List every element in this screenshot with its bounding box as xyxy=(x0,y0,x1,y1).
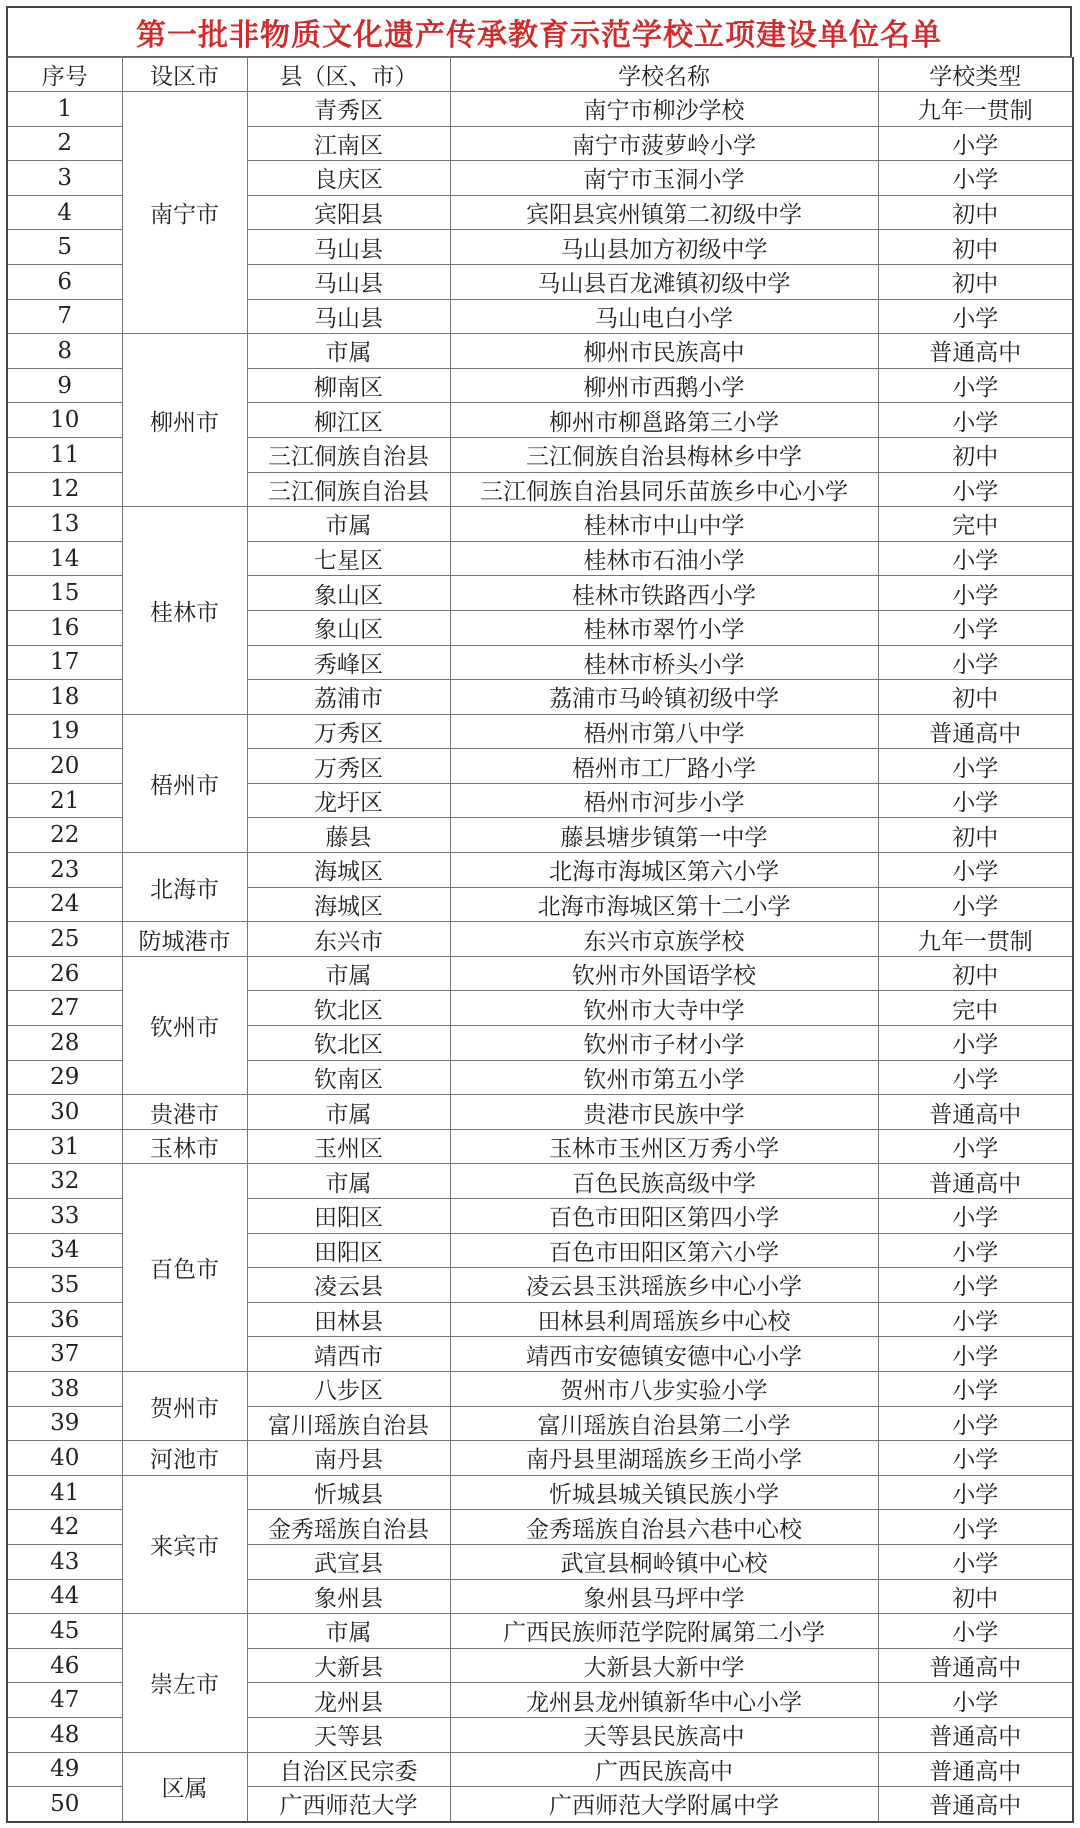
cell-city: 钦州市 xyxy=(122,956,247,1094)
school-list-sheet xyxy=(6,6,1072,1823)
cell-school-type: 初中 xyxy=(878,1579,1073,1614)
school-table xyxy=(6,57,1074,1823)
cell-county: 三江侗族自治县 xyxy=(247,472,450,507)
cell-school-name: 钦州市第五小学 xyxy=(450,1060,878,1095)
cell-school-name: 百色市田阳区第六小学 xyxy=(450,1233,878,1268)
cell-school-name: 柳州市民族高中 xyxy=(450,334,878,369)
cell-index: 47 xyxy=(7,1683,122,1718)
cell-county: 钦北区 xyxy=(247,991,450,1026)
cell-index: 4 xyxy=(7,195,122,230)
cell-index: 38 xyxy=(7,1371,122,1406)
cell-school-type: 小学 xyxy=(878,1510,1073,1545)
cell-school-type: 小学 xyxy=(878,1406,1073,1441)
cell-county: 市属 xyxy=(247,1164,450,1199)
cell-school-type: 小学 xyxy=(878,1233,1073,1268)
cell-school-type: 小学 xyxy=(878,161,1073,196)
cell-school-name: 马山县加方初级中学 xyxy=(450,230,878,265)
header-row xyxy=(7,58,1073,92)
header-city: 设区市 xyxy=(122,58,247,92)
table-row xyxy=(7,1371,1073,1406)
table-row xyxy=(7,507,1073,542)
cell-county: 青秀区 xyxy=(247,92,450,127)
cell-school-name: 钦州市外国语学校 xyxy=(450,956,878,991)
cell-index: 29 xyxy=(7,1060,122,1095)
cell-county: 市属 xyxy=(247,956,450,991)
cell-school-name: 忻城县城关镇民族小学 xyxy=(450,1475,878,1510)
cell-county: 市属 xyxy=(247,1095,450,1130)
cell-school-name: 北海市海城区第六小学 xyxy=(450,853,878,888)
cell-county: 马山县 xyxy=(247,264,450,299)
cell-school-type: 小学 xyxy=(878,1544,1073,1579)
cell-school-name: 柳州市西鹅小学 xyxy=(450,368,878,403)
cell-index: 49 xyxy=(7,1752,122,1787)
cell-index: 36 xyxy=(7,1302,122,1337)
cell-index: 40 xyxy=(7,1441,122,1476)
cell-county: 荔浦市 xyxy=(247,680,450,715)
cell-index: 27 xyxy=(7,991,122,1026)
cell-county: 田阳区 xyxy=(247,1233,450,1268)
table-row xyxy=(7,922,1073,957)
cell-school-type: 小学 xyxy=(878,1199,1073,1234)
cell-index: 8 xyxy=(7,334,122,369)
cell-index: 21 xyxy=(7,783,122,818)
cell-county: 柳南区 xyxy=(247,368,450,403)
cell-index: 19 xyxy=(7,714,122,749)
cell-index: 22 xyxy=(7,818,122,853)
cell-school-type: 小学 xyxy=(878,1268,1073,1303)
page-title: 第一批非物质文化遗产传承教育示范学校立项建设单位名单 xyxy=(6,6,1072,57)
cell-index: 16 xyxy=(7,610,122,645)
cell-index: 30 xyxy=(7,1095,122,1130)
cell-index: 35 xyxy=(7,1268,122,1303)
cell-county: 市属 xyxy=(247,1614,450,1649)
cell-index: 17 xyxy=(7,645,122,680)
cell-school-name: 梧州市河步小学 xyxy=(450,783,878,818)
cell-school-name: 天等县民族高中 xyxy=(450,1717,878,1752)
cell-school-name: 金秀瑶族自治县六巷中心校 xyxy=(450,1510,878,1545)
cell-school-name: 南宁市柳沙学校 xyxy=(450,92,878,127)
table-row xyxy=(7,1475,1073,1510)
cell-school-name: 东兴市京族学校 xyxy=(450,922,878,957)
cell-city: 来宾市 xyxy=(122,1475,247,1613)
cell-school-type: 完中 xyxy=(878,507,1073,542)
cell-school-name: 桂林市铁路西小学 xyxy=(450,576,878,611)
cell-school-type: 小学 xyxy=(878,299,1073,334)
cell-school-name: 宾阳县宾州镇第二初级中学 xyxy=(450,195,878,230)
cell-school-name: 百色民族高级中学 xyxy=(450,1164,878,1199)
cell-county: 玉州区 xyxy=(247,1129,450,1164)
cell-city: 百色市 xyxy=(122,1164,247,1372)
cell-school-name: 桂林市中山中学 xyxy=(450,507,878,542)
cell-school-type: 初中 xyxy=(878,230,1073,265)
cell-school-name: 象州县马坪中学 xyxy=(450,1579,878,1614)
cell-county: 七星区 xyxy=(247,541,450,576)
header-school-type: 学校类型 xyxy=(878,58,1073,92)
cell-school-name: 三江侗族自治县同乐苗族乡中心小学 xyxy=(450,472,878,507)
cell-county: 市属 xyxy=(247,507,450,542)
cell-school-type: 小学 xyxy=(878,541,1073,576)
cell-school-name: 荔浦市马岭镇初级中学 xyxy=(450,680,878,715)
cell-school-name: 桂林市石油小学 xyxy=(450,541,878,576)
cell-school-type: 小学 xyxy=(878,887,1073,922)
cell-county: 秀峰区 xyxy=(247,645,450,680)
cell-school-type: 小学 xyxy=(878,1475,1073,1510)
cell-county: 象州县 xyxy=(247,1579,450,1614)
cell-index: 37 xyxy=(7,1337,122,1372)
cell-school-name: 梧州市工厂路小学 xyxy=(450,749,878,784)
cell-county: 江南区 xyxy=(247,126,450,161)
cell-school-type: 普通高中 xyxy=(878,1717,1073,1752)
cell-school-type: 初中 xyxy=(878,818,1073,853)
cell-county: 市属 xyxy=(247,334,450,369)
cell-school-name: 南丹县里湖瑶族乡王尚小学 xyxy=(450,1441,878,1476)
cell-index: 31 xyxy=(7,1129,122,1164)
cell-school-type: 九年一贯制 xyxy=(878,92,1073,127)
cell-school-type: 小学 xyxy=(878,1302,1073,1337)
cell-index: 42 xyxy=(7,1510,122,1545)
cell-city: 贵港市 xyxy=(122,1095,247,1130)
cell-school-name: 靖西市安德镇安德中心小学 xyxy=(450,1337,878,1372)
cell-school-name: 钦州市子材小学 xyxy=(450,1026,878,1061)
header-school-name: 学校名称 xyxy=(450,58,878,92)
table-row xyxy=(7,334,1073,369)
table-row xyxy=(7,714,1073,749)
cell-index: 50 xyxy=(7,1787,122,1822)
cell-school-name: 三江侗族自治县梅林乡中学 xyxy=(450,437,878,472)
cell-school-type: 小学 xyxy=(878,576,1073,611)
cell-county: 龙州县 xyxy=(247,1683,450,1718)
cell-school-type: 普通高中 xyxy=(878,1164,1073,1199)
cell-county: 万秀区 xyxy=(247,749,450,784)
cell-school-name: 桂林市翠竹小学 xyxy=(450,610,878,645)
cell-county: 万秀区 xyxy=(247,714,450,749)
cell-county: 大新县 xyxy=(247,1648,450,1683)
cell-school-name: 贺州市八步实验小学 xyxy=(450,1371,878,1406)
cell-county: 龙圩区 xyxy=(247,783,450,818)
cell-school-type: 普通高中 xyxy=(878,1648,1073,1683)
cell-school-type: 小学 xyxy=(878,1371,1073,1406)
cell-index: 48 xyxy=(7,1717,122,1752)
cell-county: 金秀瑶族自治县 xyxy=(247,1510,450,1545)
cell-county: 富川瑶族自治县 xyxy=(247,1406,450,1441)
cell-index: 41 xyxy=(7,1475,122,1510)
cell-school-name: 富川瑶族自治县第二小学 xyxy=(450,1406,878,1441)
cell-index: 5 xyxy=(7,230,122,265)
cell-index: 46 xyxy=(7,1648,122,1683)
cell-school-type: 初中 xyxy=(878,680,1073,715)
cell-school-type: 普通高中 xyxy=(878,1787,1073,1822)
cell-county: 武宣县 xyxy=(247,1544,450,1579)
cell-school-type: 小学 xyxy=(878,783,1073,818)
cell-school-type: 小学 xyxy=(878,1683,1073,1718)
cell-school-type: 小学 xyxy=(878,1129,1073,1164)
cell-index: 14 xyxy=(7,541,122,576)
cell-school-name: 广西民族师范学院附属第二小学 xyxy=(450,1614,878,1649)
cell-school-type: 小学 xyxy=(878,1060,1073,1095)
cell-index: 44 xyxy=(7,1579,122,1614)
cell-school-type: 小学 xyxy=(878,610,1073,645)
cell-index: 20 xyxy=(7,749,122,784)
cell-index: 12 xyxy=(7,472,122,507)
table-body xyxy=(7,92,1073,1822)
cell-index: 2 xyxy=(7,126,122,161)
cell-index: 3 xyxy=(7,161,122,196)
cell-city: 玉林市 xyxy=(122,1129,247,1164)
cell-county: 田林县 xyxy=(247,1302,450,1337)
cell-index: 45 xyxy=(7,1614,122,1649)
table-row xyxy=(7,853,1073,888)
cell-school-type: 小学 xyxy=(878,645,1073,680)
cell-county: 马山县 xyxy=(247,230,450,265)
cell-school-type: 小学 xyxy=(878,472,1073,507)
table-row xyxy=(7,1095,1073,1130)
cell-county: 马山县 xyxy=(247,299,450,334)
cell-county: 忻城县 xyxy=(247,1475,450,1510)
table-row xyxy=(7,1129,1073,1164)
cell-school-type: 小学 xyxy=(878,403,1073,438)
cell-county: 田阳区 xyxy=(247,1199,450,1234)
cell-school-name: 大新县大新中学 xyxy=(450,1648,878,1683)
cell-county: 象山区 xyxy=(247,576,450,611)
table-row xyxy=(7,956,1073,991)
header-county: 县（区、市） xyxy=(247,58,450,92)
cell-school-name: 广西民族高中 xyxy=(450,1752,878,1787)
table-row xyxy=(7,1164,1073,1199)
cell-school-type: 完中 xyxy=(878,991,1073,1026)
cell-county: 自治区民宗委 xyxy=(247,1752,450,1787)
cell-index: 7 xyxy=(7,299,122,334)
cell-city: 河池市 xyxy=(122,1441,247,1476)
cell-school-name: 南宁市玉洞小学 xyxy=(450,161,878,196)
cell-index: 33 xyxy=(7,1199,122,1234)
cell-city: 梧州市 xyxy=(122,714,247,852)
cell-city: 防城港市 xyxy=(122,922,247,957)
cell-county: 海城区 xyxy=(247,853,450,888)
cell-city: 贺州市 xyxy=(122,1371,247,1440)
cell-index: 26 xyxy=(7,956,122,991)
cell-school-name: 广西师范大学附属中学 xyxy=(450,1787,878,1822)
table-header xyxy=(7,58,1073,92)
cell-county: 南丹县 xyxy=(247,1441,450,1476)
cell-city: 柳州市 xyxy=(122,334,247,507)
cell-city: 崇左市 xyxy=(122,1614,247,1752)
cell-index: 6 xyxy=(7,264,122,299)
cell-school-type: 小学 xyxy=(878,126,1073,161)
cell-county: 广西师范大学 xyxy=(247,1787,450,1822)
cell-county: 钦北区 xyxy=(247,1026,450,1061)
cell-city: 桂林市 xyxy=(122,507,247,715)
cell-city: 区属 xyxy=(122,1752,247,1822)
cell-index: 43 xyxy=(7,1544,122,1579)
cell-school-name: 柳州市柳邕路第三小学 xyxy=(450,403,878,438)
cell-school-name: 藤县塘步镇第一中学 xyxy=(450,818,878,853)
cell-county: 钦南区 xyxy=(247,1060,450,1095)
cell-index: 34 xyxy=(7,1233,122,1268)
cell-school-name: 百色市田阳区第四小学 xyxy=(450,1199,878,1234)
cell-county: 藤县 xyxy=(247,818,450,853)
cell-school-type: 小学 xyxy=(878,1614,1073,1649)
cell-school-name: 马山电白小学 xyxy=(450,299,878,334)
cell-city: 南宁市 xyxy=(122,92,247,334)
cell-school-type: 小学 xyxy=(878,853,1073,888)
cell-county: 宾阳县 xyxy=(247,195,450,230)
cell-school-type: 普通高中 xyxy=(878,1752,1073,1787)
cell-index: 11 xyxy=(7,437,122,472)
cell-index: 18 xyxy=(7,680,122,715)
cell-index: 39 xyxy=(7,1406,122,1441)
cell-school-name: 田林县利周瑶族乡中心校 xyxy=(450,1302,878,1337)
cell-school-type: 普通高中 xyxy=(878,1095,1073,1130)
cell-school-type: 小学 xyxy=(878,749,1073,784)
cell-county: 良庆区 xyxy=(247,161,450,196)
cell-index: 13 xyxy=(7,507,122,542)
cell-school-type: 初中 xyxy=(878,956,1073,991)
cell-county: 靖西市 xyxy=(247,1337,450,1372)
cell-county: 象山区 xyxy=(247,610,450,645)
cell-school-type: 普通高中 xyxy=(878,714,1073,749)
cell-school-type: 初中 xyxy=(878,195,1073,230)
cell-index: 1 xyxy=(7,92,122,127)
cell-index: 28 xyxy=(7,1026,122,1061)
cell-school-type: 小学 xyxy=(878,1337,1073,1372)
cell-index: 23 xyxy=(7,853,122,888)
cell-school-type: 初中 xyxy=(878,264,1073,299)
cell-school-name: 北海市海城区第十二小学 xyxy=(450,887,878,922)
cell-school-type: 九年一贯制 xyxy=(878,922,1073,957)
cell-county: 东兴市 xyxy=(247,922,450,957)
cell-school-type: 小学 xyxy=(878,1026,1073,1061)
cell-school-type: 小学 xyxy=(878,368,1073,403)
cell-school-name: 钦州市大寺中学 xyxy=(450,991,878,1026)
cell-school-name: 玉林市玉州区万秀小学 xyxy=(450,1129,878,1164)
cell-index: 15 xyxy=(7,576,122,611)
cell-index: 25 xyxy=(7,922,122,957)
cell-county: 三江侗族自治县 xyxy=(247,437,450,472)
cell-school-name: 龙州县龙州镇新华中心小学 xyxy=(450,1683,878,1718)
cell-county: 凌云县 xyxy=(247,1268,450,1303)
table-row xyxy=(7,92,1073,127)
cell-index: 32 xyxy=(7,1164,122,1199)
cell-county: 海城区 xyxy=(247,887,450,922)
cell-school-name: 桂林市桥头小学 xyxy=(450,645,878,680)
cell-school-name: 马山县百龙滩镇初级中学 xyxy=(450,264,878,299)
cell-school-type: 初中 xyxy=(878,437,1073,472)
cell-county: 天等县 xyxy=(247,1717,450,1752)
cell-school-name: 梧州市第八中学 xyxy=(450,714,878,749)
cell-county: 柳江区 xyxy=(247,403,450,438)
cell-index: 9 xyxy=(7,368,122,403)
table-row xyxy=(7,1441,1073,1476)
cell-school-type: 普通高中 xyxy=(878,334,1073,369)
cell-school-name: 南宁市菠萝岭小学 xyxy=(450,126,878,161)
table-row xyxy=(7,1614,1073,1649)
cell-school-name: 凌云县玉洪瑶族乡中心小学 xyxy=(450,1268,878,1303)
cell-school-name: 贵港市民族中学 xyxy=(450,1095,878,1130)
cell-county: 八步区 xyxy=(247,1371,450,1406)
cell-school-type: 小学 xyxy=(878,1441,1073,1476)
table-row xyxy=(7,1752,1073,1787)
cell-index: 10 xyxy=(7,403,122,438)
cell-city: 北海市 xyxy=(122,853,247,922)
cell-school-name: 武宣县桐岭镇中心校 xyxy=(450,1544,878,1579)
header-index: 序号 xyxy=(7,58,122,92)
cell-index: 24 xyxy=(7,887,122,922)
